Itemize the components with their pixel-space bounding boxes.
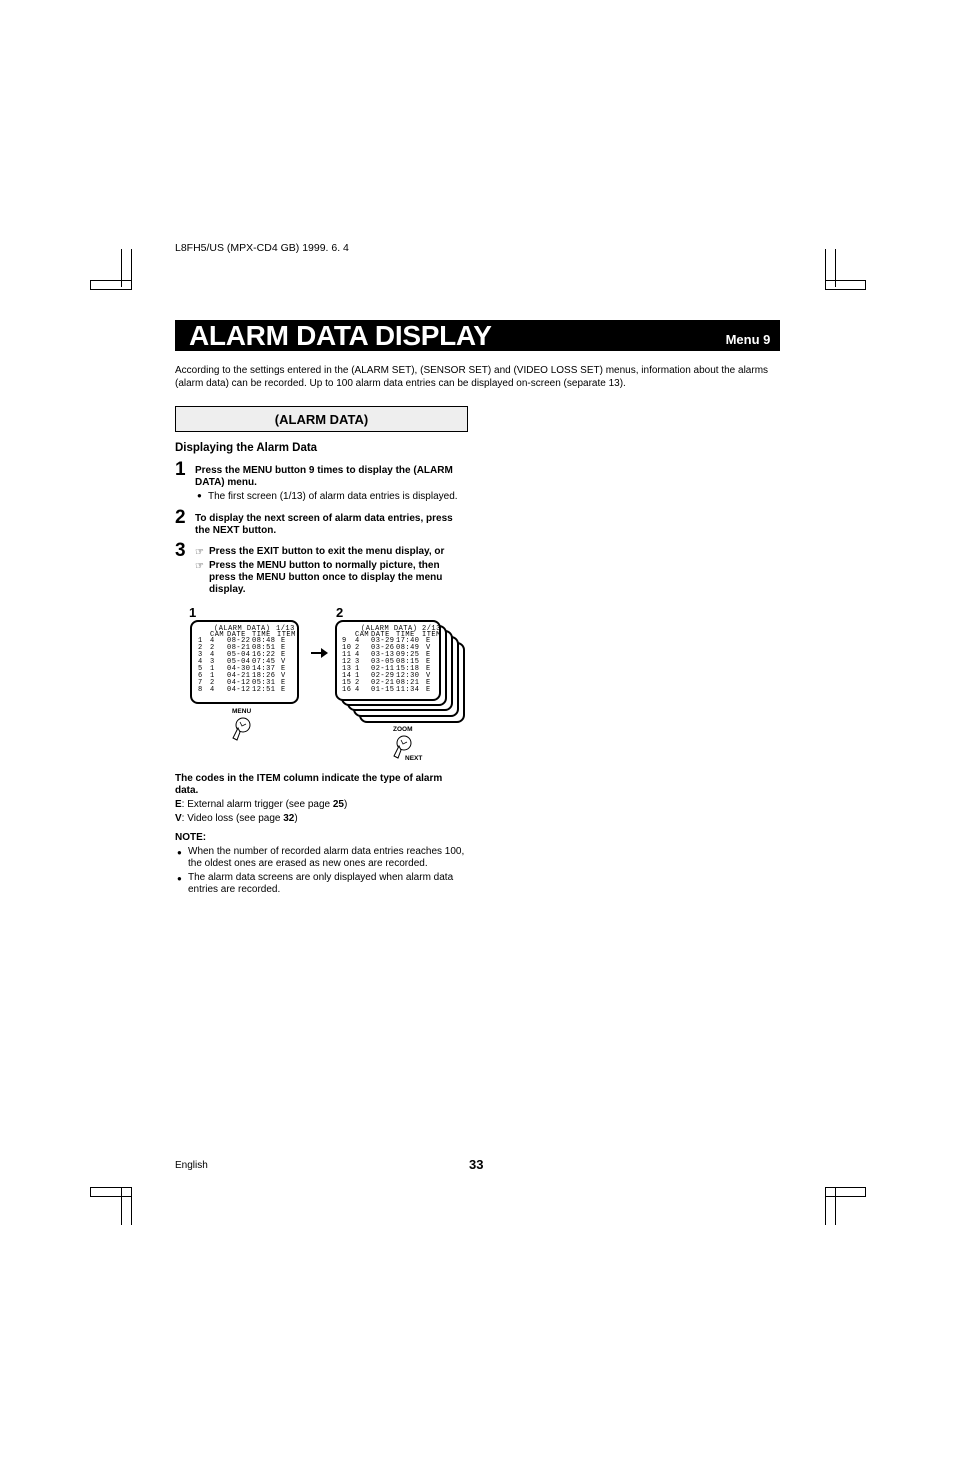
- screen-cell: 15: [342, 679, 352, 687]
- screen-cell: 14: [342, 672, 352, 680]
- screen-cell: 1: [210, 665, 215, 673]
- footer-language: English: [175, 1160, 208, 1171]
- screen-cell: 08:21: [396, 679, 420, 687]
- screen-cell: 12: [342, 658, 352, 666]
- code-letter: E: [175, 799, 182, 810]
- col-header: ITEM: [277, 631, 296, 639]
- screen-cell: V: [281, 658, 286, 666]
- screen-cell: 08-22: [227, 637, 251, 645]
- screen-cell: 4: [355, 637, 360, 645]
- screen-cell: 4: [210, 651, 215, 659]
- note-item: The alarm data screens are only displayed when alarm data entries are recorded.: [188, 872, 454, 895]
- screen-cell: 08:49: [396, 644, 420, 652]
- code-desc: : External alarm trigger (see page: [181, 799, 333, 810]
- screen-cell: 03-29: [371, 637, 395, 645]
- screen-cell: 07:45: [252, 658, 276, 666]
- step-number: 1: [175, 459, 186, 480]
- screen-cell: 18:26: [252, 672, 276, 680]
- screen-cell: 4: [355, 686, 360, 694]
- crop-mark: [121, 1187, 132, 1225]
- step-text: Press the MENU button to normally picture, then press the MENU button once to display the menu display.: [209, 560, 443, 595]
- bullet-icon: ●: [197, 491, 202, 500]
- screen-cell: E: [426, 658, 431, 666]
- screen-cell: 4: [198, 658, 203, 666]
- col-header: ITEM: [422, 631, 441, 639]
- code-e-line: [175, 799, 347, 811]
- note-heading: NOTE:: [175, 832, 207, 843]
- screen-cell: 01-15: [371, 686, 395, 694]
- code-end: ): [343, 799, 348, 810]
- screen-cell: 08:51: [252, 644, 276, 652]
- screen-cell: 1: [198, 637, 203, 645]
- screen-cell: 4: [210, 686, 215, 694]
- screen-cell: 08:15: [396, 658, 420, 666]
- screen-cell: 3: [210, 658, 215, 666]
- screen-cell: 04-30: [227, 665, 251, 673]
- screen-cell: 08-21: [227, 644, 251, 652]
- menu-button-label: MENU: [232, 708, 252, 715]
- screen-page: 2/13: [422, 625, 441, 633]
- bullet-icon: ●: [177, 874, 182, 883]
- screen-cell: 4: [210, 637, 215, 645]
- press-button-icon: [229, 716, 253, 742]
- screen-cell: 04-21: [227, 672, 251, 680]
- arrow-right-icon: [321, 648, 328, 658]
- screen-cell: 03-13: [371, 651, 395, 659]
- screen-cell: 8: [198, 686, 203, 694]
- screen-cell: E: [281, 637, 286, 645]
- screen-cell: 05-04: [227, 658, 251, 666]
- screen-cell: E: [426, 651, 431, 659]
- screen-cell: 3: [355, 658, 360, 666]
- zoom-button-label: ZOOM: [393, 726, 413, 733]
- screen-cell: 15:18: [396, 665, 420, 673]
- screen-cell: E: [281, 644, 286, 652]
- code-desc: : Video loss (see page: [181, 813, 284, 824]
- menu-tab: Menu 9: [720, 329, 776, 349]
- pointing-hand-icon: ☞: [195, 561, 204, 572]
- screen-cell: 2: [355, 644, 360, 652]
- screen-cell: 2: [210, 679, 215, 687]
- step-text: Press the EXIT button to exit the menu display, or: [209, 546, 445, 557]
- alarm-data-screen-1: [190, 620, 299, 704]
- step-text: To display the next screen of alarm data entries, press the NEXT button.: [195, 513, 453, 536]
- step-bullet: The first screen (1/13) of alarm data entries is displayed.: [208, 491, 458, 502]
- code-letter: V: [175, 813, 182, 824]
- screen-cell: E: [281, 679, 286, 687]
- screen-cell: E: [281, 651, 286, 659]
- pointing-hand-icon: ☞: [195, 547, 204, 558]
- screen-cell: 02-11: [371, 665, 395, 673]
- screen-cell: 13: [342, 665, 352, 673]
- screen-cell: 16: [342, 686, 352, 694]
- screen-cell: 05:31: [252, 679, 276, 687]
- screen-cell: 05-04: [227, 651, 251, 659]
- page-number: 33: [469, 1157, 484, 1172]
- crop-mark: [825, 249, 836, 287]
- screen-cell: 2: [355, 679, 360, 687]
- screen-cell: 17:40: [396, 637, 420, 645]
- figure-label: 1: [189, 605, 197, 620]
- screen-cell: 2: [198, 644, 203, 652]
- screen-cell: V: [426, 644, 431, 652]
- page-ref: 32: [283, 813, 295, 824]
- screen-page: 1/13: [276, 625, 295, 633]
- col-header: TIME: [396, 631, 415, 639]
- screen-cell: 12:51: [252, 686, 276, 694]
- screen-cell: 1: [355, 672, 360, 680]
- screen-cell: 3: [198, 651, 203, 659]
- alarm-data-screen-2: [335, 620, 441, 701]
- col-header: DATE: [227, 631, 246, 639]
- note-item: When the number of recorded alarm data entries reaches 100, the oldest ones are erased as new ones are recorded.: [188, 846, 465, 869]
- screen-cell: V: [426, 672, 431, 680]
- crop-mark: [121, 249, 132, 287]
- screen-cell: 08:48: [252, 637, 276, 645]
- screen-cell: E: [426, 679, 431, 687]
- code-end: ): [294, 813, 298, 824]
- step-number: 3: [175, 540, 186, 561]
- screen-cell: E: [281, 665, 286, 673]
- screen-cell: 14:37: [252, 665, 276, 673]
- intro-paragraph: According to the settings entered in the (ALARM SET), (SENSOR SET) and (VIDEO LOSS SET) menus, information about the alarms (alarm data) can be recorded. Up to 100 alarm data entries can be displayed on-screen (separate 13).: [175, 365, 769, 389]
- step-text: Press the MENU button 9 times to display the (ALARM DATA) menu.: [195, 465, 453, 488]
- screen-title: (ALARM DATA): [361, 625, 418, 633]
- screen-cell: 04-12: [227, 679, 251, 687]
- screen-cell: 11: [342, 651, 352, 659]
- page-ref: 25: [332, 799, 344, 810]
- screen-cell: 2: [210, 644, 215, 652]
- screen-cell: 03-26: [371, 644, 395, 652]
- screen-cell: 12:30: [396, 672, 420, 680]
- step-number: 2: [175, 507, 186, 528]
- col-header: TIME: [252, 631, 271, 639]
- col-header: CAM: [355, 631, 370, 639]
- next-button-label: NEXT: [405, 755, 423, 762]
- screen-cell: 04-12: [227, 686, 251, 694]
- screen-cell: E: [426, 637, 431, 645]
- figure-label: 2: [336, 605, 344, 620]
- screen-cell: V: [281, 672, 286, 680]
- screen-cell: 10: [342, 644, 352, 652]
- screen-cell: 5: [198, 665, 203, 673]
- crop-mark: [825, 1187, 836, 1225]
- screen-cell: 9: [342, 637, 347, 645]
- screen-cell: 03-05: [371, 658, 395, 666]
- screen-cell: 09:25: [396, 651, 420, 659]
- screen-cell: 4: [355, 651, 360, 659]
- code-v-line: [175, 813, 298, 825]
- codes-heading: The codes in the ITEM column indicate the type of alarm data.: [175, 773, 443, 796]
- screen-cell: E: [426, 665, 431, 673]
- screen-cell: E: [281, 686, 286, 694]
- screen-cell: 1: [210, 672, 215, 680]
- screen-cell: 11:34: [396, 686, 420, 694]
- screen-title: (ALARM DATA): [214, 625, 271, 633]
- screen-cell: 7: [198, 679, 203, 687]
- screen-cell: E: [426, 686, 431, 694]
- screen-cell: 1: [355, 665, 360, 673]
- document-code: L8FH5/US (MPX-CD4 GB) 1999. 6. 4: [175, 242, 349, 254]
- screen-cell: 02-21: [371, 679, 395, 687]
- col-header: DATE: [371, 631, 390, 639]
- screen-cell: 6: [198, 672, 203, 680]
- col-header: CAM: [210, 631, 225, 639]
- bullet-icon: ●: [177, 848, 182, 857]
- section-heading: (ALARM DATA): [175, 406, 468, 432]
- screen-cell: 16:22: [252, 651, 276, 659]
- subheading: Displaying the Alarm Data: [175, 442, 318, 454]
- page-title: ALARM DATA DISPLAY: [189, 320, 492, 351]
- screen-cell: 02-29: [371, 672, 395, 680]
